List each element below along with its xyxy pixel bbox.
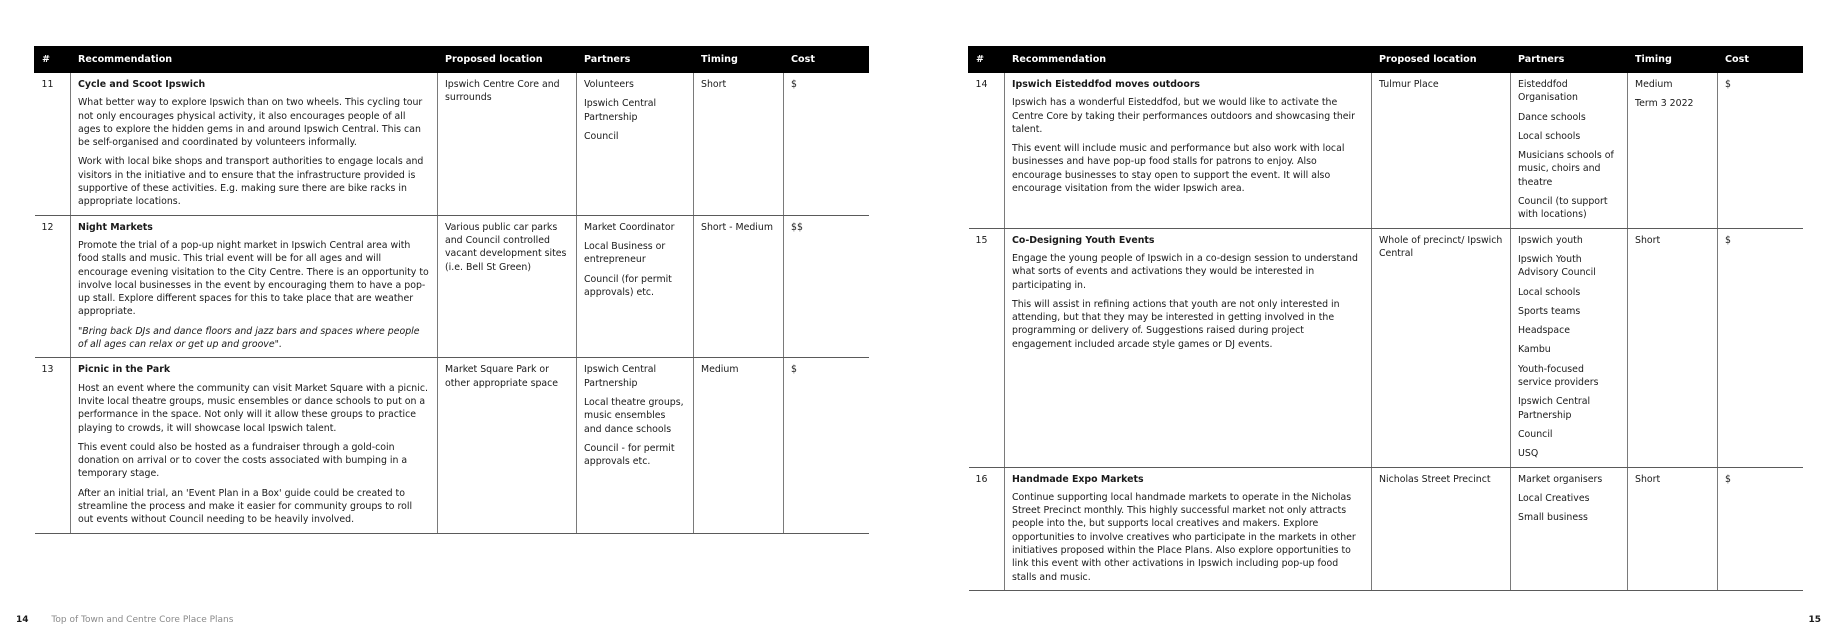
- recommendation-paragraph: This event could also be hosted as a fundraiser through a gold-coin donation on arrival or to cover the costs associated with bumping in a temporary stage.: [78, 441, 408, 480]
- partner-item: Council - for permit approvals etc.: [584, 442, 675, 468]
- column-header-recommendation: Recommendation: [71, 46, 438, 73]
- partner-item: Local Creatives: [1518, 492, 1590, 504]
- recommendation-number: 12: [35, 215, 71, 358]
- recommendation-title: Cycle and Scoot Ipswich: [78, 79, 206, 90]
- timing-cell: [694, 73, 784, 215]
- recommendations-table-left: [34, 46, 869, 534]
- partner-item: Ipswich Central Partnership: [584, 364, 657, 389]
- partner-item: Local theatre groups, music ensembles and dance schools: [584, 396, 684, 435]
- footer-right: [1808, 614, 1821, 626]
- recommendation-paragraph: Work with local bike shops and transport authorities to engage locals and visitors in the initiative and to ensure that the infrastructure provided is supportive of these activities. E.g. making sure there are bike racks in appropriate locations.: [78, 156, 424, 208]
- proposed-location: Tulmur Place: [1372, 73, 1511, 228]
- recommendation-title: Handmade Expo Markets: [1012, 473, 1144, 485]
- cost-cell: $: [1718, 228, 1803, 467]
- partner-item: USQ: [1518, 448, 1539, 460]
- recommendation-cell: [1005, 467, 1372, 590]
- cost-cell: $: [1718, 467, 1803, 590]
- cost-cell: $: [784, 358, 869, 533]
- partner-item: Musicians schools of music, choirs and theatre: [1518, 150, 1614, 188]
- column-header-location: Proposed location: [438, 46, 577, 73]
- column-header-cost: Cost: [1718, 46, 1803, 73]
- recommendation-paragraph: Engage the young people of Ipswich in a co-design session to understand what sorts of events and activations they would be interested in participating in.: [1012, 252, 1358, 291]
- recommendation-number: 15: [969, 228, 1005, 467]
- partners-cell: [1511, 467, 1628, 590]
- partners-cell: [1511, 228, 1628, 467]
- column-header-partners: Partners: [577, 46, 694, 73]
- table-row: [969, 73, 1803, 228]
- partner-item: Youth-focused service providers: [1518, 363, 1599, 389]
- partner-item: Council (for permit approvals) etc.: [584, 273, 672, 298]
- footer-left: [16, 614, 233, 626]
- partners-cell: [1511, 73, 1628, 228]
- partner-item: Ipswich Central Partnership: [1518, 396, 1591, 421]
- recommendations-table-right: [968, 46, 1803, 591]
- partner-item: Eisteddfod Organisation: [1518, 79, 1578, 104]
- column-header-partners: Partners: [1511, 46, 1628, 73]
- table-body-left: [35, 73, 869, 533]
- partner-item: Dance schools: [1518, 111, 1586, 123]
- recommendation-title: Picnic in the Park: [78, 364, 171, 376]
- recommendation-number: 11: [35, 73, 71, 215]
- partner-item: Volunteers: [584, 79, 634, 90]
- timing-item: Medium: [701, 364, 739, 376]
- cost-cell: $: [784, 73, 869, 215]
- timing-cell: [694, 358, 784, 533]
- recommendation-paragraph: What better way to explore Ipswich than on two wheels. This cycling tour not only encourages physical activity, it also encourages people of all ages to explore the hidden gems in and around Ipswich Central. This can be self-organised and coordinated by volunteers informally.: [78, 97, 423, 149]
- timing-cell: [1628, 467, 1718, 590]
- timing-item: Term 3 2022: [1635, 98, 1694, 110]
- recommendation-title: Co-Designing Youth Events: [1012, 234, 1155, 246]
- timing-item: Short: [1635, 473, 1661, 485]
- table-body-right: [969, 73, 1803, 590]
- partner-item: Market organisers: [1518, 473, 1603, 485]
- partner-item: Kambu: [1518, 344, 1551, 356]
- recommendation-paragraph: Continue supporting local handmade markets to operate in the Nicholas Street Precinct monthly. This highly successful market not only attracts people into the, but supports local creatives and makers. Explore opportunities to involve creatives who participate in the markets in other initiatives proposed within the Place Plans. Also explore opportunities to link this event with other activations in Ipswich including pop-up food stalls and music.: [1012, 491, 1356, 583]
- partners-cell: [577, 215, 694, 358]
- proposed-location: Whole of precinct/ Ipswich Central: [1372, 228, 1511, 467]
- partner-item: Local Business or entrepreneur: [584, 240, 666, 266]
- recommendation-cell: [71, 215, 438, 358]
- partner-item: Headspace: [1518, 325, 1571, 337]
- document-title: Top of Town and Centre Core Place Plans: [51, 615, 234, 625]
- recommendation-cell: [71, 73, 438, 215]
- partner-item: Council: [584, 130, 619, 142]
- partner-item: Market Coordinator: [584, 221, 675, 233]
- cost-cell: $$: [784, 215, 869, 358]
- partner-item: Council: [1518, 428, 1553, 440]
- table-row: [35, 215, 869, 358]
- recommendation-number: 16: [969, 467, 1005, 590]
- recommendation-paragraph: Promote the trial of a pop-up night market in Ipswich Central area with food stalls and music. This trial event will be for all ages and will encourage evening visitation to the City Centre. There is an opportunity to involve local businesses in the event by encouraging them to have a pop-up stall. Explore different spaces for this to take place that are weather appropriate.: [78, 239, 429, 318]
- table-row: [35, 358, 869, 533]
- timing-cell: [1628, 228, 1718, 467]
- partner-item: Ipswich Central Partnership: [584, 98, 657, 123]
- partners-cell: [577, 358, 694, 533]
- table-row: [969, 467, 1803, 590]
- recommendation-number: 14: [969, 73, 1005, 228]
- column-header-cost: Cost: [784, 46, 869, 73]
- partner-item: Local schools: [1518, 286, 1581, 298]
- cost-cell: $: [1718, 73, 1803, 228]
- partner-item: Ipswich youth: [1518, 234, 1583, 246]
- column-header-timing: Timing: [1628, 46, 1718, 73]
- table-row: [35, 73, 869, 215]
- page-number-left: 14: [16, 615, 29, 625]
- table-header-row: [969, 46, 1803, 73]
- recommendation-paragraph: This event will include music and performance but also work with local businesses and have pop-up food stalls for patrons to enjoy. Also encourage businesses to stay open to support the event. It will also encourage visitation from the wider Ipswich area.: [1012, 143, 1345, 195]
- recommendation-paragraph: "Bring back DJs and dance floors and jazz bars and spaces where people of all ages can relax or get up and groove".: [78, 325, 420, 351]
- partner-item: Sports teams: [1518, 305, 1581, 317]
- partners-cell: [577, 73, 694, 215]
- table-row: [969, 228, 1803, 467]
- column-header-number: #: [35, 46, 71, 73]
- recommendation-number: 13: [35, 358, 71, 533]
- partner-item: Small business: [1518, 512, 1588, 524]
- timing-item: Short: [701, 79, 727, 90]
- recommendation-paragraph: Ipswich has a wonderful Eisteddfod, but we would like to activate the Centre Core by taking their performances outdoors and showcasing their talent.: [1012, 97, 1355, 135]
- timing-cell: [1628, 73, 1718, 228]
- proposed-location: Market Square Park or other appropriate space: [438, 358, 577, 533]
- partner-item: Council (to support with locations): [1518, 196, 1608, 221]
- table-header-row: [35, 46, 869, 73]
- proposed-location: Nicholas Street Precinct: [1372, 467, 1511, 590]
- partner-item: Local schools: [1518, 130, 1581, 142]
- recommendation-title: Ipswich Eisteddfod moves outdoors: [1012, 79, 1201, 90]
- proposed-location: Ipswich Centre Core and surrounds: [438, 73, 577, 215]
- proposed-location: Various public car parks and Council controlled vacant development sites (i.e. Bell St Green): [438, 215, 577, 358]
- timing-cell: [694, 215, 784, 358]
- timing-item: Medium: [1635, 79, 1673, 90]
- recommendation-cell: [1005, 228, 1372, 467]
- recommendation-title: Night Markets: [78, 221, 153, 233]
- column-header-recommendation: Recommendation: [1005, 46, 1372, 73]
- recommendation-paragraph: Host an event where the community can visit Market Square with a picnic. Invite local theatre groups, music ensembles or dance schools to put on a performance in the space. Not only will it allow these groups to practice playing to crowds, it will showcase local Ipswich talent.: [78, 382, 428, 434]
- column-header-location: Proposed location: [1372, 46, 1511, 73]
- recommendation-cell: [1005, 73, 1372, 228]
- column-header-timing: Timing: [694, 46, 784, 73]
- timing-item: Short - Medium: [701, 221, 773, 233]
- recommendation-paragraph: This will assist in refining actions that youth are not only interested in attending, but that they may be interested in getting involved in the programming or delivery of. Suggestions raised during project engagement included arcade style games or DJ events.: [1012, 298, 1340, 350]
- page-number-right: 15: [1808, 615, 1821, 625]
- timing-item: Short: [1635, 234, 1661, 246]
- recommendation-cell: [71, 358, 438, 533]
- recommendation-paragraph: After an initial trial, an 'Event Plan in a Box' guide could be created to streamline the process and make it easier for community groups to roll out events without Council needing to be heavily involved.: [78, 487, 413, 526]
- column-header-number: #: [969, 46, 1005, 73]
- partner-item: Ipswich Youth Advisory Council: [1518, 253, 1596, 279]
